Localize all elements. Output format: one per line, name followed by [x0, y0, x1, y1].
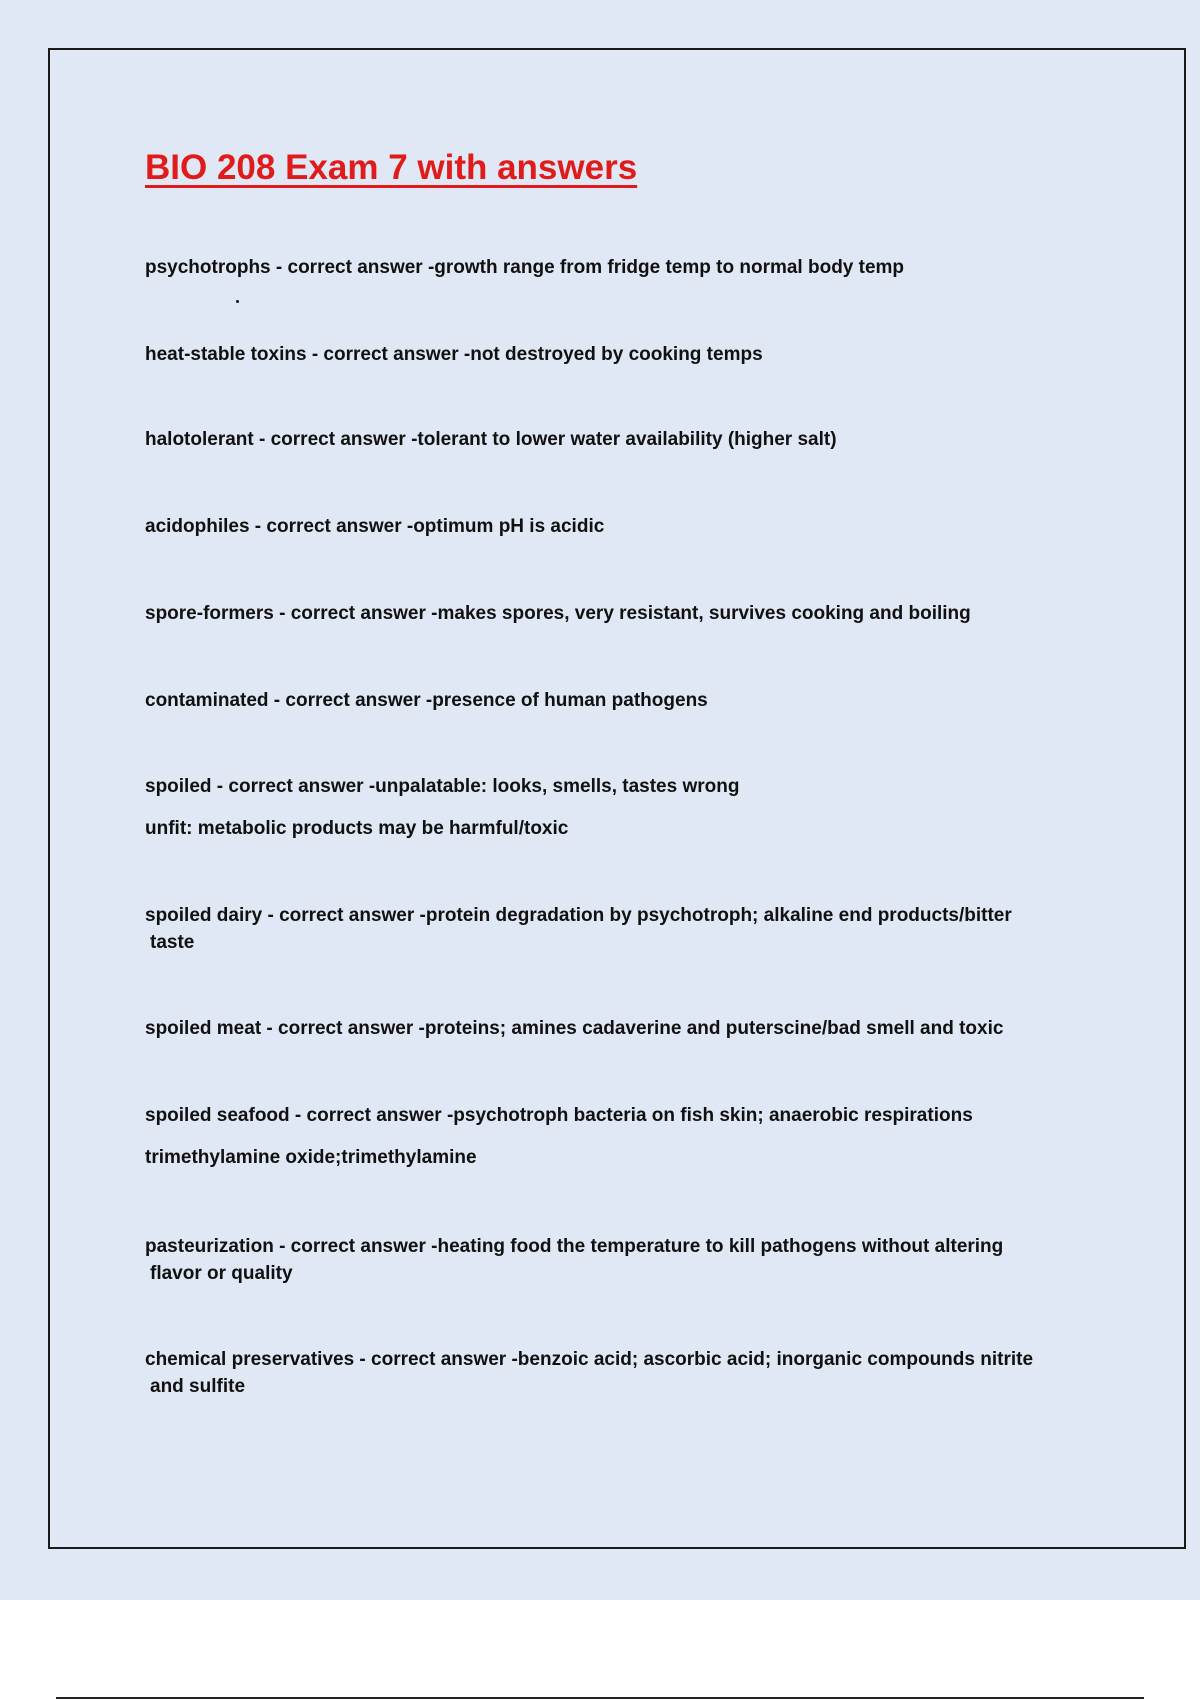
qa-item-halotolerant [145, 426, 1065, 453]
document-title: BIO 208 Exam 7 with answers [145, 148, 638, 187]
qa-text: spoiled meat - correct answer -proteins; amines cadaverine and puterscine/bad smell and toxic [145, 1018, 1004, 1039]
qa-item-spoiled [145, 773, 1065, 842]
qa-item-heat-stable-toxins [145, 341, 1065, 368]
qa-text: psychotrophs - correct answer -growth range from fridge temp to normal body temp [145, 257, 905, 278]
qa-text: pasteurization - correct answer -heating food the temperature to kill pathogens without altering [145, 1236, 1004, 1257]
qa-continuation: flavor or quality [150, 1263, 293, 1284]
qa-text: halotolerant - correct answer -tolerant to lower water availability (higher salt) [145, 429, 837, 450]
qa-text: spore-formers - correct answer -makes spores, very resistant, survives cooking and boiling [145, 603, 971, 624]
qa-text: spoiled dairy - correct answer -protein degradation by psychotroph; alkaline end products/bitter [145, 905, 1012, 926]
qa-text: contaminated - correct answer -presence of human pathogens [145, 690, 708, 711]
qa-item-psychotrophs [145, 254, 1065, 281]
qa-item-spoiled-meat [145, 1015, 1065, 1042]
qa-item-contaminated [145, 687, 1065, 714]
qa-continuation: and sulfite [150, 1376, 246, 1397]
qa-extra-line: trimethylamine oxide;trimethylamine [145, 1147, 477, 1168]
stray-dot [236, 300, 239, 303]
footer-rule [56, 1697, 1144, 1699]
qa-item-spoiled-dairy [145, 902, 1065, 956]
qa-item-spoiled-seafood [145, 1102, 1065, 1171]
qa-text: chemical preservatives - correct answer -benzoic acid; ascorbic acid; inorganic compounds nitrite [145, 1349, 1034, 1370]
qa-item-pasteurization [145, 1233, 1065, 1287]
qa-continuation: taste [150, 932, 195, 953]
qa-text: spoiled seafood - correct answer -psychotroph bacteria on fish skin; anaerobic respirations [145, 1105, 973, 1126]
qa-item-spore-formers [145, 600, 1065, 627]
qa-text: spoiled - correct answer -unpalatable: looks, smells, tastes wrong [145, 776, 740, 797]
qa-item-chemical-preservatives [145, 1346, 1065, 1400]
qa-text: acidophiles - correct answer -optimum pH is acidic [145, 516, 605, 537]
qa-text: heat-stable toxins - correct answer -not destroyed by cooking temps [145, 344, 763, 365]
qa-extra-line: unfit: metabolic products may be harmful/toxic [145, 818, 569, 839]
qa-item-acidophiles [145, 513, 1065, 540]
